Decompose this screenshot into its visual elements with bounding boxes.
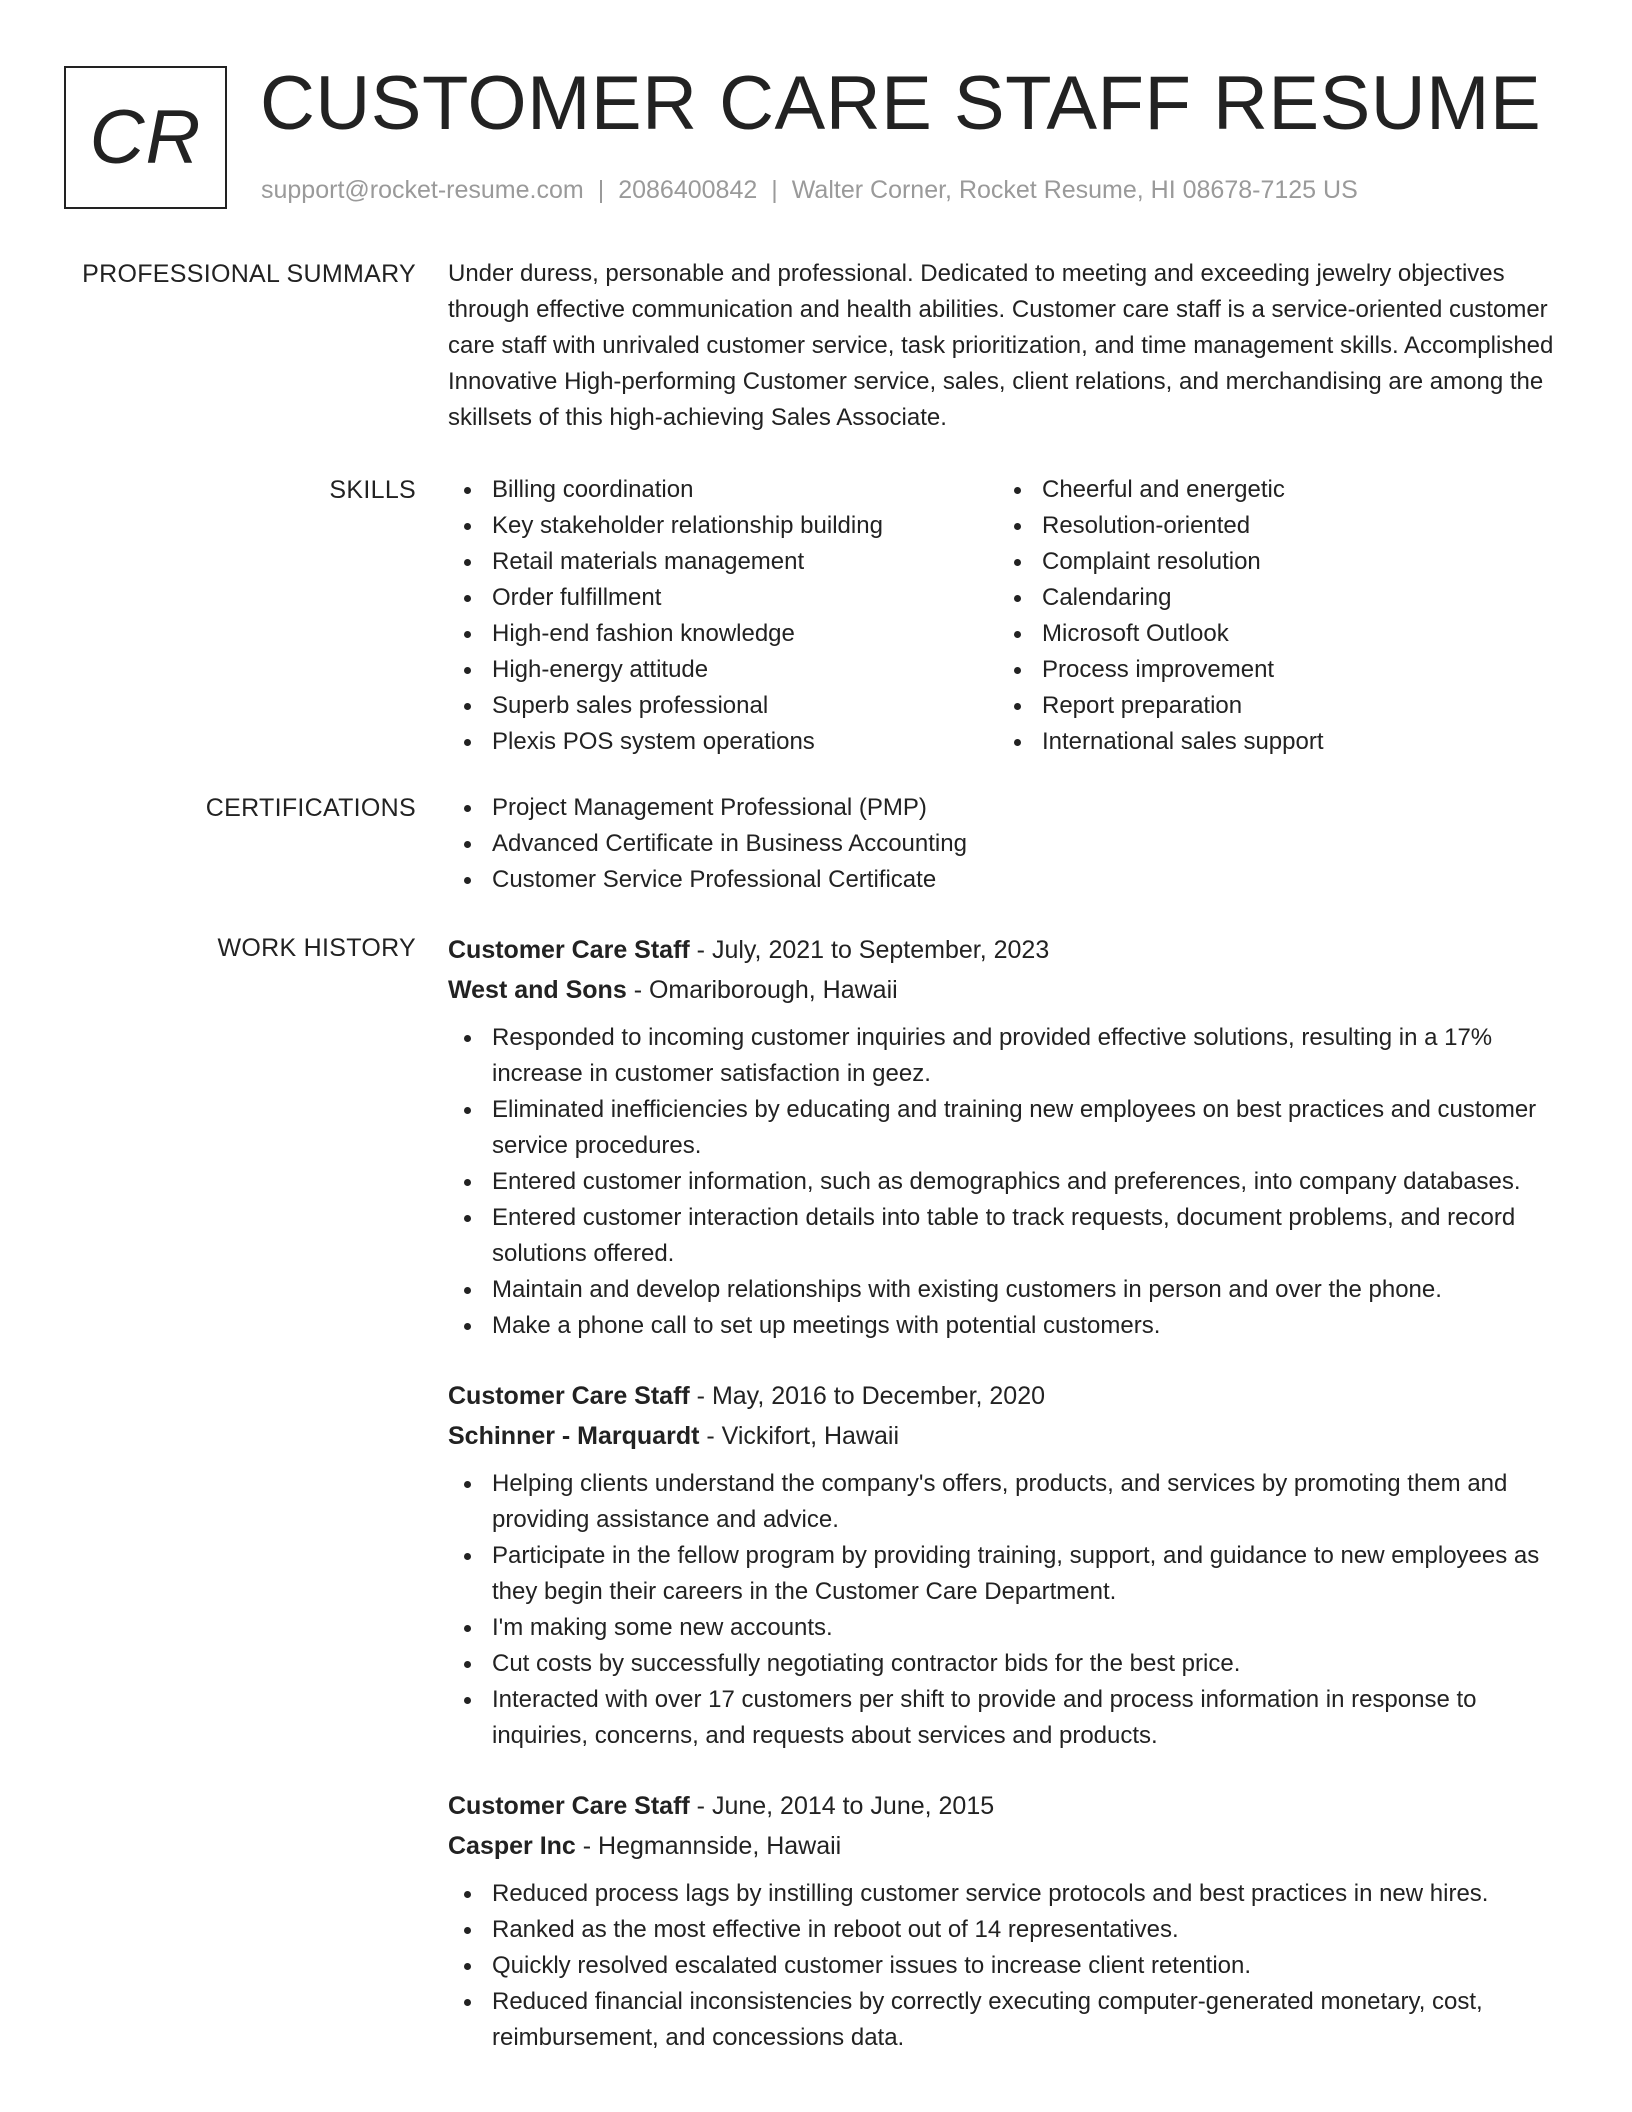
skills-list-left xyxy=(448,472,998,760)
job-entry xyxy=(448,1376,1568,1754)
job-dates: - June, 2014 to June, 2015 xyxy=(689,1792,995,1820)
skill-item: Report preparation xyxy=(998,688,1548,724)
contact-address: Walter Corner, Rocket Resume, HI 08678-7125 US xyxy=(791,176,1358,204)
job-duty: Participate in the fellow program by providing training, support, and guidance to new employees as they begin their careers in the Customer Care Department. xyxy=(448,1538,1568,1610)
job-duty: Responded to incoming customer inquiries and provided effective solutions, resulting in a 17% increase in customer satisfaction in geez. xyxy=(448,1020,1568,1092)
job-location: - Vickifort, Hawaii xyxy=(699,1422,900,1450)
job-duty: Helping clients understand the company's offers, products, and services by promoting them and providing assistance and advice. xyxy=(448,1466,1568,1538)
skill-item: Plexis POS system operations xyxy=(448,724,998,760)
job-duty: Reduced financial inconsistencies by correctly executing computer-generated monetary, cost, reimbursement, and concessions data. xyxy=(448,1984,1568,2056)
job-duty: Interacted with over 17 customers per shift to provide and process information in response to inquiries, concerns, and requests about services and products. xyxy=(448,1682,1568,1754)
contact-phone: 2086400842 xyxy=(618,176,758,204)
skills-heading: SKILLS xyxy=(329,476,416,504)
job-dates: - July, 2021 to September, 2023 xyxy=(689,936,1050,964)
job-duty: Eliminated inefficiencies by educating and training new employees on best practices and customer service procedures. xyxy=(448,1092,1568,1164)
job-location: - Hegmannside, Hawaii xyxy=(575,1832,842,1860)
job-duty: Cut costs by successfully negotiating contractor bids for the best price. xyxy=(448,1646,1568,1682)
job-company: West and Sons xyxy=(448,976,627,1004)
job-location: - Omariborough, Hawaii xyxy=(626,976,898,1004)
job-duties xyxy=(448,1876,1568,2056)
job-company: Schinner - Marquardt xyxy=(448,1422,700,1450)
job-duty: Reduced process lags by instilling customer service protocols and best practices in new hires. xyxy=(448,1876,1568,1912)
certification-item: Project Management Professional (PMP) xyxy=(448,790,1568,826)
job-title-line xyxy=(448,1376,1568,1416)
skill-item: Billing coordination xyxy=(448,472,998,508)
job-duty: Ranked as the most effective in reboot out of 14 representatives. xyxy=(448,1912,1568,1948)
skill-item: Order fulfillment xyxy=(448,580,998,616)
job-duty: Make a phone call to set up meetings with potential customers. xyxy=(448,1308,1568,1344)
job-title: Customer Care Staff xyxy=(448,1792,690,1820)
job-company-line xyxy=(448,1416,1568,1456)
skill-item: Resolution-oriented xyxy=(998,508,1548,544)
resume-header xyxy=(64,61,1564,216)
work-history-list xyxy=(448,930,1568,2088)
skill-item: High-energy attitude xyxy=(448,652,998,688)
skill-item: Key stakeholder relationship building xyxy=(448,508,998,544)
job-company: Casper Inc xyxy=(448,1832,576,1860)
job-title: Customer Care Staff xyxy=(448,1382,690,1410)
skill-item: High-end fashion knowledge xyxy=(448,616,998,652)
resume-title: CUSTOMER CARE STAFF RESUME xyxy=(260,61,1542,146)
job-title-line xyxy=(448,1786,1568,1826)
job-duty: Entered customer information, such as demographics and preferences, into company databases. xyxy=(448,1164,1568,1200)
certification-item: Advanced Certificate in Business Accounting xyxy=(448,826,1568,862)
job-company-line xyxy=(448,970,1568,1010)
skill-item: Complaint resolution xyxy=(998,544,1548,580)
certifications-heading: CERTIFICATIONS xyxy=(205,794,416,822)
job-company-line xyxy=(448,1826,1568,1866)
contact-separator: | xyxy=(597,176,605,204)
work-history-heading: WORK HISTORY xyxy=(217,934,416,962)
summary-text: Under duress, personable and professional. Dedicated to meeting and exceeding jewelry objectives through effective communication and health abilities. Customer care staff is a service-oriented customer care staff with unrivaled customer service, task prioritization, and time management skills. Accomplished Innovative High-performing Customer service, sales, client relations, and merchandising are among the skillsets of this high-achieving Sales Associate. xyxy=(448,260,1554,431)
monogram-logo xyxy=(64,66,227,209)
job-entry xyxy=(448,930,1568,1344)
job-duty: Maintain and develop relationships with existing customers in person and over the phone. xyxy=(448,1272,1568,1308)
skill-item: Cheerful and energetic xyxy=(998,472,1548,508)
job-entry xyxy=(448,1786,1568,2056)
certification-item: Customer Service Professional Certificate xyxy=(448,862,1568,898)
skills-list-right xyxy=(998,472,1548,760)
job-duties xyxy=(448,1466,1568,1754)
job-title: Customer Care Staff xyxy=(448,936,690,964)
skill-item: Calendaring xyxy=(998,580,1548,616)
job-duty: I'm making some new accounts. xyxy=(448,1610,1568,1646)
job-title-line xyxy=(448,930,1568,970)
summary-heading: PROFESSIONAL SUMMARY xyxy=(82,260,416,288)
certifications-list xyxy=(448,790,1568,898)
skill-item: Retail materials management xyxy=(448,544,998,580)
job-duties xyxy=(448,1020,1568,1344)
skill-item: Process improvement xyxy=(998,652,1548,688)
contact-line xyxy=(261,176,1358,205)
job-duty: Entered customer interaction details into table to track requests, document problems, and record solutions offered. xyxy=(448,1200,1568,1272)
monogram-text: CR xyxy=(89,95,202,180)
contact-separator: | xyxy=(771,176,778,204)
contact-email: support@rocket-resume.com xyxy=(261,176,584,204)
skill-item: Superb sales professional xyxy=(448,688,998,724)
skill-item: International sales support xyxy=(998,724,1548,760)
skill-item: Microsoft Outlook xyxy=(998,616,1548,652)
job-duty: Quickly resolved escalated customer issues to increase client retention. xyxy=(448,1948,1568,1984)
skills-columns xyxy=(448,472,1568,760)
job-dates: - May, 2016 to December, 2020 xyxy=(689,1382,1046,1410)
